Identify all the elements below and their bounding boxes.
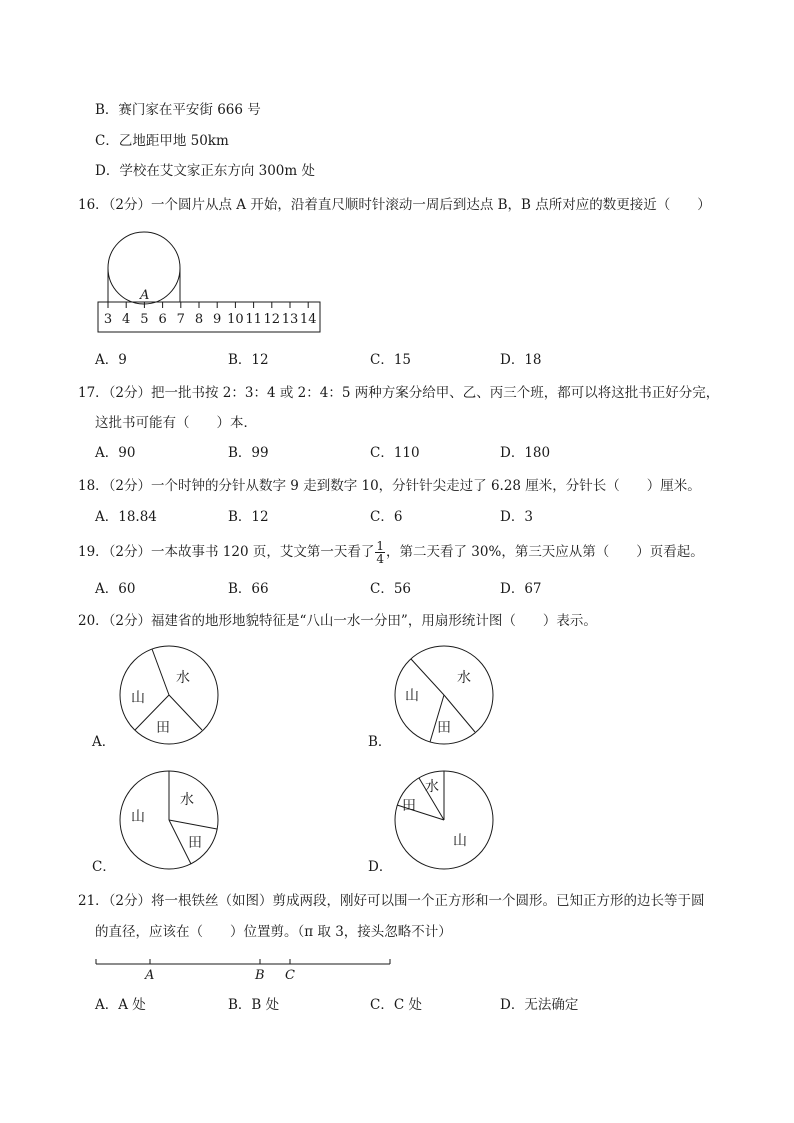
q20-option-b-letter: B． xyxy=(368,734,392,750)
q21-stem-line2: 的直径，应该在（ ）位置剪。（π 取 3，接头忽略不计） xyxy=(95,924,452,940)
point-a-label: A xyxy=(140,288,150,303)
pie-option-a xyxy=(118,644,220,746)
q17-stem-line1: 17．（2分）把一批书按 2：3：4 或 2：4：5 两种方案分给甲、乙、丙三个班，都可以将这批书正好分完， xyxy=(78,385,720,401)
fraction-numerator: 1 xyxy=(376,539,385,553)
q15-option-d: D．学校在艾文家正东方向 300m 处 xyxy=(95,163,315,179)
q19-option-a: A．60 xyxy=(95,581,136,597)
q17-option-d: D．180 xyxy=(500,445,551,461)
q21-option-a: A．A 处 xyxy=(95,997,146,1013)
ruler-ticks xyxy=(104,302,317,327)
q17-option-c: C．110 xyxy=(370,445,420,461)
q18-option-d: D．3 xyxy=(500,509,533,525)
pie-b-water-label: 水 xyxy=(457,670,471,686)
pie-a-field-label: 田 xyxy=(156,720,170,736)
q20-stem: 20．（2分）福建省的地形地貌特征是“八山一水一分田”，用扇形统计图（ ）表示。 xyxy=(78,613,597,629)
ruler-tick-label: 10 xyxy=(227,312,244,327)
q20-option-a-letter: A． xyxy=(92,734,116,750)
pie-d-mountain-label: 山 xyxy=(453,833,467,849)
q16-option-a: A．9 xyxy=(95,352,127,368)
wire-label-a: A xyxy=(145,968,155,983)
ruler-tick-label: 3 xyxy=(103,312,113,327)
q20-option-d-letter: D． xyxy=(368,859,393,875)
ruler-tick-label: 6 xyxy=(158,312,167,327)
ruler-tick-label: 7 xyxy=(176,312,185,327)
pie-d-water-label: 水 xyxy=(425,779,439,795)
q21-option-d: D．无法确定 xyxy=(500,997,579,1013)
pie-b-field-label: 田 xyxy=(437,720,451,736)
pie-option-d xyxy=(393,769,495,871)
q16-option-d: D．18 xyxy=(500,352,542,368)
q19-stem-before: 19．（2分）一本故事书 120 页，艾文第一天看了 xyxy=(78,544,375,560)
ruler-tick-label: 13 xyxy=(281,312,299,327)
q18-option-b: B．12 xyxy=(228,509,269,525)
q19-stem-after: ，第二天看了 30%，第三天应从第（ ）页看起。 xyxy=(386,544,704,560)
q18-option-a: A．18.84 xyxy=(95,509,157,525)
ruler-tick-label: 14 xyxy=(299,312,317,327)
q16-option-b: B．12 xyxy=(228,352,269,368)
wire-label-c: C xyxy=(285,968,295,983)
q19-option-c: C．56 xyxy=(370,581,412,597)
wire-label-b: B xyxy=(255,968,265,983)
pie-a-mountain-label: 山 xyxy=(131,690,145,706)
pie-option-c xyxy=(118,769,220,871)
q15-option-b: B．赛门家在平安街 666 号 xyxy=(95,102,261,118)
q17-option-b: B．99 xyxy=(228,445,269,461)
ruler-tick-label: 5 xyxy=(140,312,149,327)
pie-a-water-label: 水 xyxy=(176,670,190,686)
q21-wire-figure xyxy=(95,952,395,984)
q19-option-d: D．67 xyxy=(500,581,542,597)
pie-c-field-label: 田 xyxy=(188,835,202,851)
ruler-tick-label: 11 xyxy=(245,312,262,327)
q19-fraction xyxy=(375,540,385,565)
q19-stem xyxy=(78,538,704,566)
q16-ruler-figure xyxy=(96,234,328,334)
pie-b-mountain-label: 山 xyxy=(405,688,419,704)
q19-option-b: B．66 xyxy=(228,581,269,597)
q16-option-c: C．15 xyxy=(370,352,412,368)
q16-stem: 16．（2分）一个圆片从点 A 开始，沿着直尺顺时针滚动一周后到达点 B，B 点所对应的数更接近（ ） xyxy=(78,197,711,213)
q17-option-a: A．90 xyxy=(95,445,136,461)
pie-option-b xyxy=(393,644,495,746)
q15-option-c: C．乙地距甲地 50km xyxy=(95,133,229,149)
pie-c-mountain-label: 山 xyxy=(131,809,145,825)
ruler-tick-label: 12 xyxy=(263,312,281,327)
ruler-tick-label: 8 xyxy=(194,312,204,327)
ruler-tick-label: 9 xyxy=(213,312,222,327)
q21-option-c: C．C 处 xyxy=(370,997,422,1013)
q21-stem-line1: 21．（2分）将一根铁丝（如图）剪成两段，刚好可以围一个正方形和一个圆形。已知正方形的边长等于圆 xyxy=(78,893,705,909)
fraction-denominator: 4 xyxy=(376,552,385,566)
q18-stem: 18．（2分）一个时钟的分针从数字 9 走到数字 10，分针针尖走过了 6.28 厘米，分针长（ ）厘米。 xyxy=(78,478,701,494)
q18-option-c: C．6 xyxy=(370,509,403,525)
pie-d-field-label: 田 xyxy=(402,798,416,814)
q21-option-b: B．B 处 xyxy=(228,997,280,1013)
q20-option-c-letter: C． xyxy=(92,859,116,875)
q17-stem-line2: 这批书可能有（ ）本． xyxy=(95,415,257,431)
ruler-tick-label: 4 xyxy=(122,312,131,327)
pie-c-water-label: 水 xyxy=(180,792,194,808)
